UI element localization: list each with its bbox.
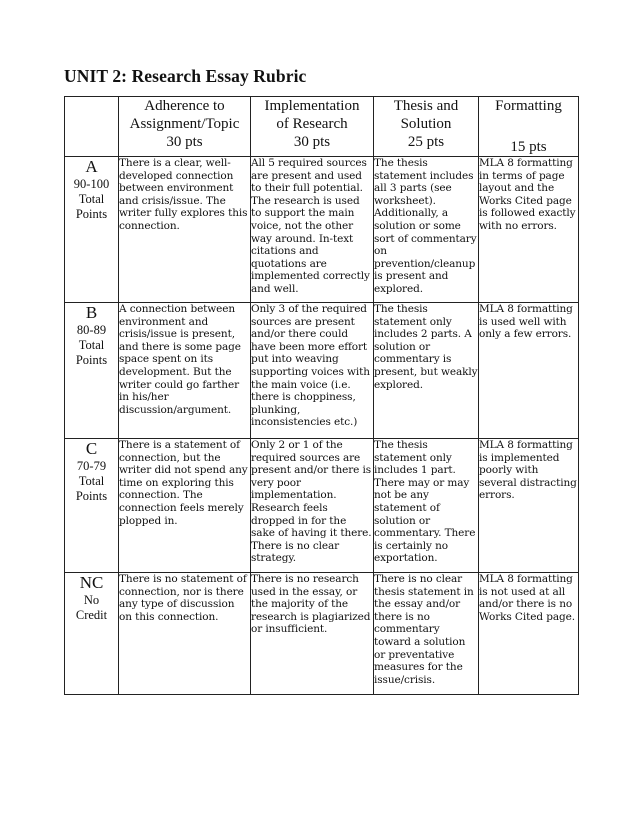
- column-points: 15 pts: [510, 139, 547, 155]
- criteria-cell: MLA 8 formatting is used well with only a few errors.: [479, 303, 579, 439]
- grade-cell-a: [65, 157, 119, 303]
- criteria-cell: There is no statement of connection, nor is there any type of discussion on this connection.: [119, 573, 251, 695]
- grade-cell-c: [65, 439, 119, 573]
- criteria-cell: The thesis statement only includes 1 part. There may or may not be any statement of solution or commentary. There is certainly no exportation.: [374, 439, 479, 573]
- table-row: [65, 157, 579, 303]
- grade-label: Total: [78, 474, 105, 488]
- corner-cell: [65, 97, 119, 157]
- criteria-cell: The thesis statement includes all 3 parts (see worksheet). Additionally, a solution or some sort of commentary on prevention/cleanup is present and explored.: [374, 157, 479, 303]
- column-header-line: Implementation: [264, 98, 360, 114]
- column-header-thesis: [374, 97, 479, 157]
- criteria-cell: Only 2 or 1 of the required sources are present and/or there is very poor implementation. Research feels dropped in for the sake of having it there. There is no clear strategy.: [251, 439, 374, 573]
- column-header-formatting: [479, 97, 579, 157]
- table-row: [65, 303, 579, 439]
- grade-letter: NC: [79, 573, 104, 592]
- column-header-line: Solution: [400, 116, 452, 132]
- column-points: 30 pts: [166, 134, 203, 150]
- column-points: 30 pts: [293, 134, 331, 150]
- column-header-line: Thesis and: [393, 98, 459, 114]
- grade-label: Total: [78, 338, 105, 352]
- criteria-cell: A connection between environment and crisis/issue is present, and there is some page space spent on its development. But the writer could go farther in his/her discussion/argument.: [119, 303, 251, 439]
- table-row: [65, 439, 579, 573]
- grade-letter: C: [85, 439, 98, 458]
- column-header-line: of Research: [276, 116, 348, 132]
- header-row: [65, 97, 579, 157]
- grade-letter: A: [85, 157, 98, 176]
- criteria-cell: There is a clear, well-developed connection between environment and crisis/issue. The writer fully explores this connection.: [119, 157, 251, 303]
- column-header-line: Adherence to: [144, 98, 225, 114]
- column-header-adherence: [119, 97, 251, 157]
- grade-range: 70-79: [76, 459, 107, 473]
- criteria-cell: There is no research used in the essay, or the majority of the research is plagiarized or insufficient.: [251, 573, 374, 695]
- grade-label: Points: [75, 353, 108, 367]
- grade-letter: B: [85, 303, 98, 322]
- criteria-cell: MLA 8 formatting is not used at all and/or there is no Works Cited page.: [479, 573, 579, 695]
- page-title: UNIT 2: Research Essay Rubric: [64, 66, 307, 86]
- criteria-cell: All 5 required sources are present and used to their full potential. The research is used to support the main voice, not the other way around. In-text citations and quotations are implemented correctly and well.: [251, 157, 374, 303]
- grade-range: 90-100: [73, 177, 110, 191]
- grade-label: Total: [78, 192, 105, 206]
- criteria-cell: MLA 8 formatting in terms of page layout and the Works Cited page is followed exactly with no errors.: [479, 157, 579, 303]
- criteria-cell: Only 3 of the required sources are present and/or there could have been more effort put into weaving supporting voices with the main voice (i.e. there is choppiness, plunking, inconsistencies etc.): [251, 303, 374, 439]
- criteria-cell: MLA 8 formatting is implemented poorly with several distracting errors.: [479, 439, 579, 573]
- grade-cell-b: [65, 303, 119, 439]
- grade-label: Credit: [75, 608, 108, 622]
- column-points: 25 pts: [407, 134, 445, 150]
- column-header-line: Formatting: [495, 98, 562, 114]
- grade-range: No: [83, 593, 100, 607]
- grade-label: Points: [75, 489, 108, 503]
- column-header-line: Assignment/Topic: [129, 116, 240, 132]
- criteria-cell: There is no clear thesis statement in the essay and/or there is no commentary toward a solution or preventative measures for the issue/crisis.: [374, 573, 479, 695]
- grade-label: Points: [75, 207, 108, 221]
- table-row: [65, 573, 579, 695]
- criteria-cell: The thesis statement only includes 2 parts. A solution or commentary is present, but weakly explored.: [374, 303, 479, 439]
- column-header-implementation: [251, 97, 374, 157]
- grade-cell-nc: [65, 573, 119, 695]
- criteria-cell: There is a statement of connection, but the writer did not spend any time on exploring this connection. The connection feels merely plopped in.: [119, 439, 251, 573]
- grade-range: 80-89: [76, 323, 107, 337]
- rubric-table: [64, 96, 579, 695]
